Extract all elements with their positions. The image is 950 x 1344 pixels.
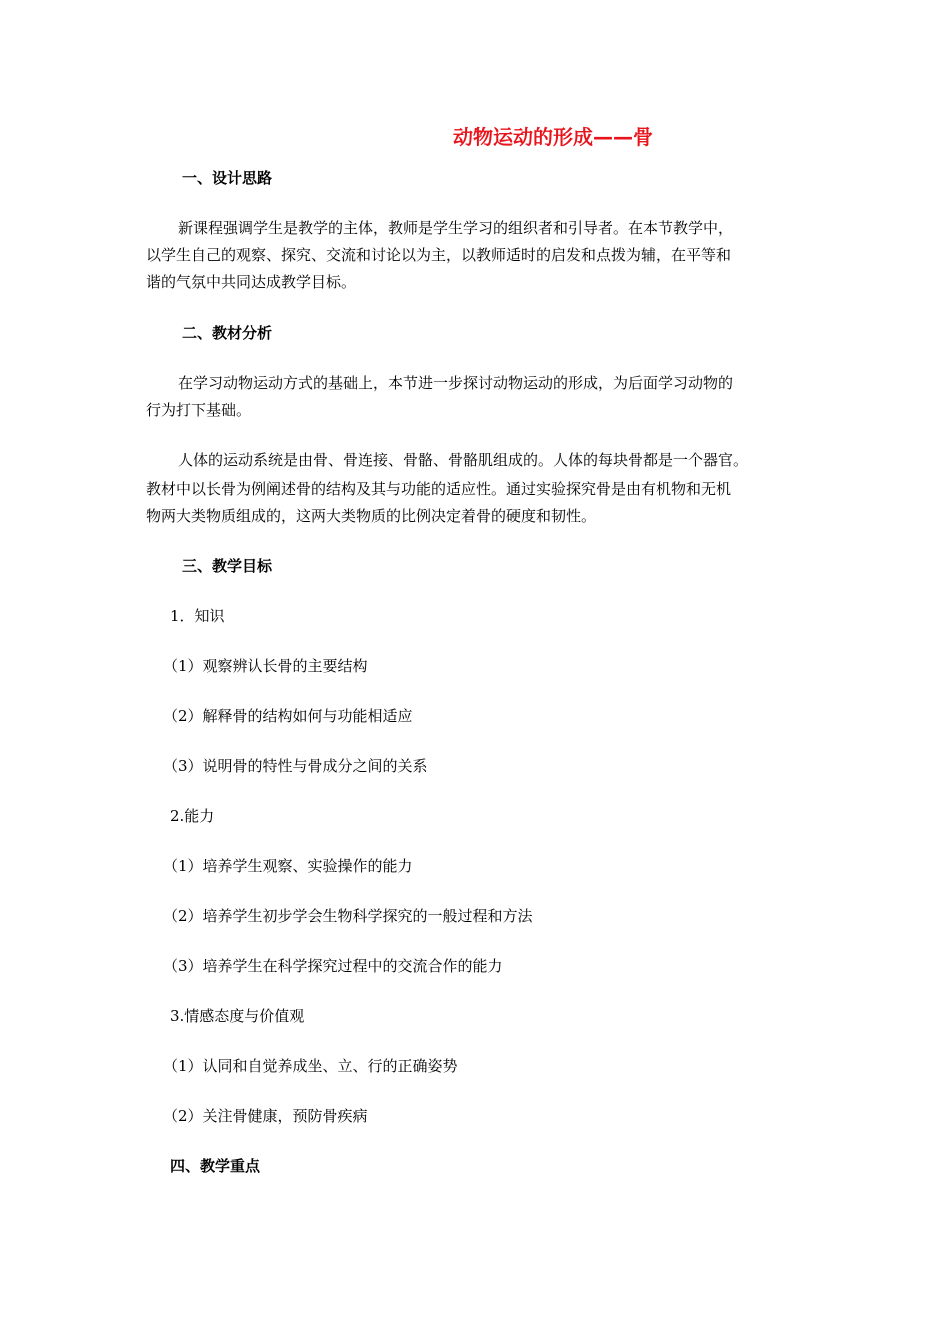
section-heading-design: 一、设计思路 (182, 169, 273, 187)
list-item: （3）培养学生在科学探究过程中的交流合作的能力 (163, 957, 503, 975)
list-item: （1）认同和自觉养成坐、立、行的正确姿势 (163, 1057, 458, 1075)
list-item: （1）观察辨认长骨的主要结构 (163, 657, 368, 675)
section-heading-goals: 三、教学目标 (182, 557, 273, 575)
goal-category-ability: 2.能力 (170, 807, 215, 825)
paragraph-line: 教材中以长骨为例阐述骨的结构及其与功能的适应性。通过实验探究骨是由有机物和无机 (146, 480, 732, 498)
list-item: （3）说明骨的特性与骨成分之间的关系 (163, 757, 428, 775)
paragraph-line: 以学生自己的观察、探究、交流和讨论以为主，以教师适时的启发和点拨为辅，在平等和 (146, 246, 732, 264)
paragraph-line: 谐的气氛中共同达成教学目标。 (146, 273, 357, 291)
paragraph-line: 人体的运动系统是由骨、骨连接、骨骼、骨骼肌组成的。人体的每块骨都是一个器官。 (178, 451, 749, 469)
list-item: （2）关注骨健康，预防骨疾病 (163, 1107, 368, 1125)
document-title: 动物运动的形成——骨 (453, 125, 653, 149)
paragraph-line: 新课程强调学生是教学的主体，教师是学生学习的组织者和引导者。在本节教学中， (178, 219, 734, 237)
goal-category-knowledge: 1．知识 (170, 607, 225, 625)
list-item: （2）培养学生初步学会生物科学探究的一般过程和方法 (163, 907, 533, 925)
goal-category-emotion: 3.情感态度与价值观 (170, 1007, 305, 1025)
paragraph-line: 物两大类物质组成的，这两大类物质的比例决定着骨的硬度和韧性。 (146, 507, 597, 525)
section-heading-focus: 四、教学重点 (170, 1157, 261, 1175)
section-heading-material: 二、教材分析 (182, 324, 273, 342)
list-item: （2）解释骨的结构如何与功能相适应 (163, 707, 413, 725)
paragraph-line: 行为打下基础。 (146, 401, 252, 419)
list-item: （1）培养学生观察、实验操作的能力 (163, 857, 413, 875)
paragraph-line: 在学习动物运动方式的基础上，本节进一步探讨动物运动的形成，为后面学习动物的 (178, 374, 734, 392)
